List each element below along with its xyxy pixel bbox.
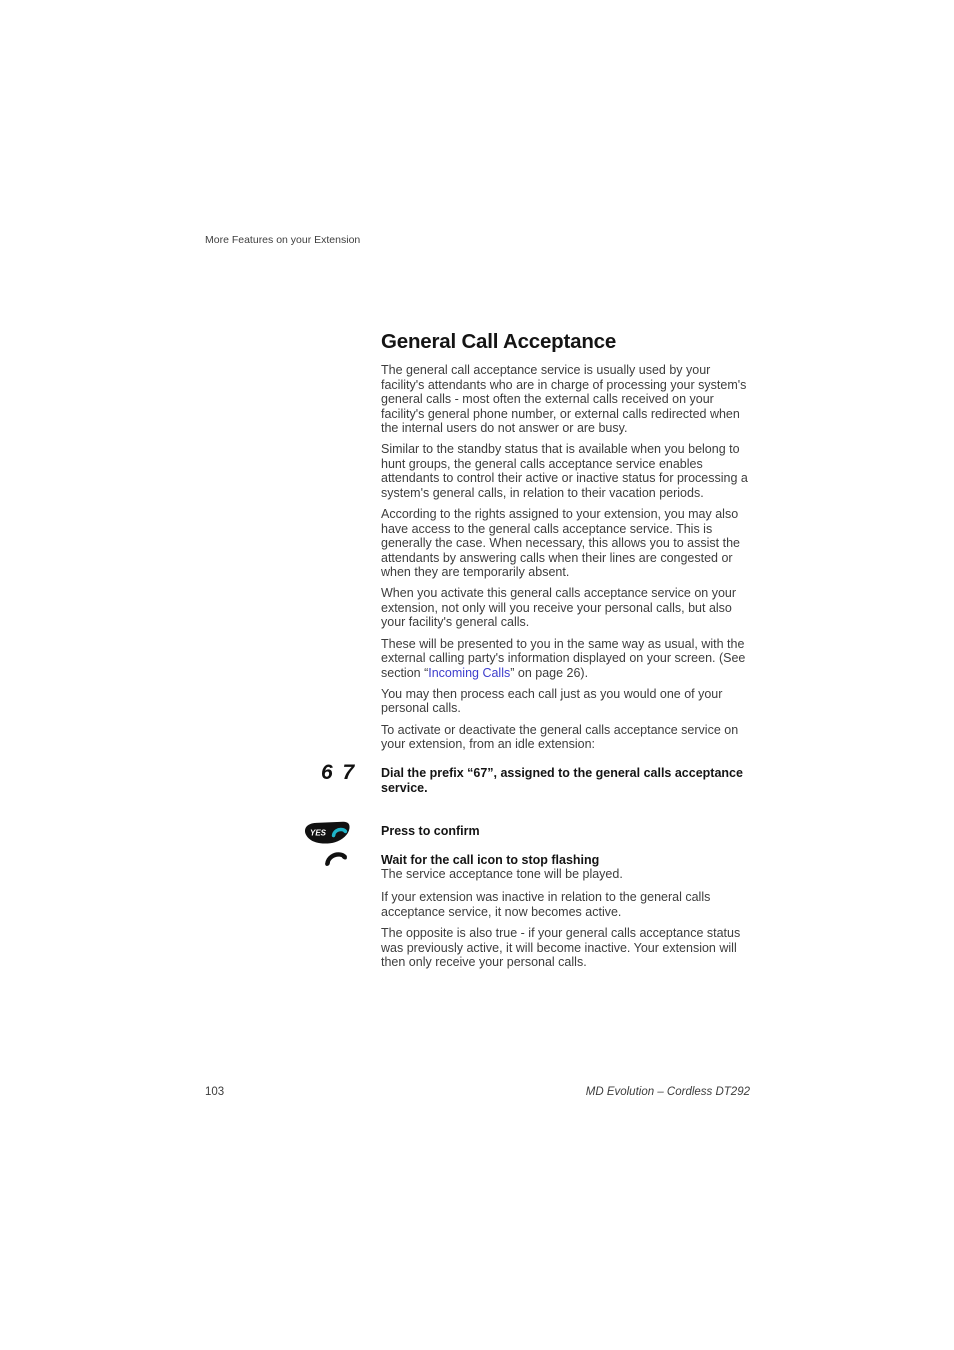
page-number: 103 (205, 1086, 225, 1098)
call-handset-icon (324, 849, 348, 868)
step-dial-heading: Dial the prefix “67”, assigned to the general calls acceptance service. (381, 766, 743, 795)
body-paragraph: To activate or deactivate the general calls acceptance service on your extension, from an idle extension: (381, 722, 739, 752)
body-paragraph: Similar to the standby status that is available when you belong to hunt groups, the general calls acceptance service enables attendants to control their active or inactive status for processing a system's general calls, in relation to their vacation periods. (381, 442, 748, 500)
running-header: More Features on your Extension (205, 234, 361, 246)
step-wait-subtext: The service acceptance tone will be played. (381, 867, 623, 882)
yes-key-label: YES (310, 828, 327, 838)
dial-digits-label: 6 7 (321, 761, 357, 784)
body-paragraph: If your extension was inactive in relation to the general calls acceptance service, it now becomes active. (381, 890, 711, 919)
body-paragraph: The opposite is also true - if your general calls acceptance status was previously active, it will become inactive. Your extension will then only receive your personal calls. (381, 926, 741, 970)
link-paragraph-before: These will be presented to you in the same way as usual, with the external calling party's information displayed on your screen. (See section “ (381, 636, 746, 680)
link-paragraph-after: ” on page 26). (510, 665, 589, 680)
content-column (381, 331, 753, 976)
body-paragraph: The general call acceptance service is usually used by your facility's attendants who are in charge of processing your system's general calls - most often the external calls received on your facility's general phone number, or external calls redirected when the internal users do not answer or are busy. (381, 363, 747, 435)
yes-key-icon (302, 820, 352, 845)
step-confirm-heading: Press to confirm (381, 824, 480, 839)
incoming-calls-link[interactable]: Incoming Calls (428, 665, 511, 680)
step-wait-heading: Wait for the call icon to stop flashing (381, 852, 600, 867)
body-paragraph: According to the rights assigned to your extension, you may also have access to the general calls acceptance service. This is generally the case. When necessary, this allows you to assist the attendants by answering calls when their lines are congested or when they are temporarily absent. (381, 507, 740, 580)
section-title: General Call Acceptance (381, 330, 617, 353)
footer-doc-title: MD Evolution – Cordless DT292 (585, 1086, 750, 1098)
body-paragraph: You may then process each call just as you would one of your personal calls. (381, 686, 723, 716)
body-paragraph-with-link (381, 637, 753, 681)
body-paragraph: When you activate this general calls acceptance service on your extension, not only will you receive your personal calls, but also your facility's general calls. (381, 586, 737, 630)
